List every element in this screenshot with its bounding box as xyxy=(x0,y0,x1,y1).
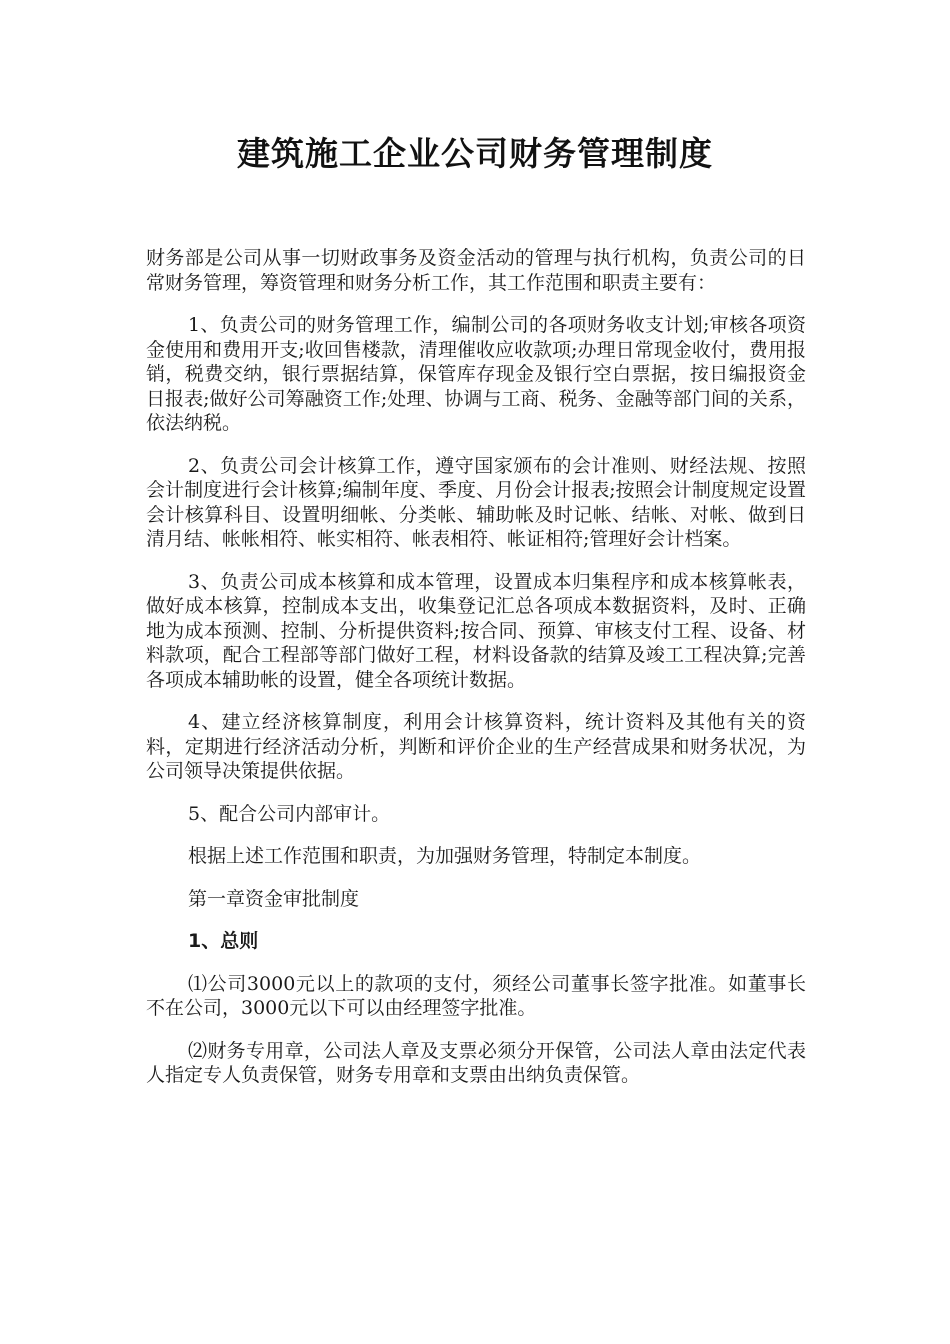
duty-item-3: 3、负责公司成本核算和成本管理，设置成本归集程序和成本核算帐表，做好成本核算，控制成本支出，收集登记汇总各项成本数据资料，及时、正确地为成本预测、控制、分析提供资料;按合同、预算、审核支付工程、设备、材料款项，配合工程部等部门做好工程，材料设备款的结算及竣工工程决算;完善各项成本辅助帐的设置，健全各项统计数据。 xyxy=(146,570,806,691)
duty-item-1: 1、负责公司的财务管理工作，编制公司的各项财务收支计划;审核各项资金使用和费用开支;收回售楼款，清理催收应收款项;办理日常现金收付，费用报销，税费交纳，银行票据结算，保管库存现金及银行空白票据，按日编报资金日报表;做好公司筹融资工作;处理、协调与工商、税务、金融等部门间的关系，依法纳税。 xyxy=(146,314,806,434)
basis-paragraph: 根据上述工作范围和职责，为加强财务管理，特制定本制度。 xyxy=(188,845,702,867)
document-body xyxy=(146,246,806,1106)
intro-paragraph: 财务部是公司从事一切财政事务及资金活动的管理与执行机构，负责公司的日常财务管理，筹资管理和财务分析工作，其工作范围和职责主要有： xyxy=(146,247,806,294)
section-heading: 1、总则 xyxy=(188,930,259,952)
rule-1: ⑴公司3000元以上的款项的支付，须经公司董事长签字批准。如董事长不在公司，3000元以下可以由经理签字批准。 xyxy=(146,972,806,1019)
duty-item-4: 4、建立经济核算制度，利用会计核算资料，统计资料及其他有关的资料，定期进行经济活动分析，判断和评价企业的生产经营成果和财务状况，为公司领导决策提供依据。 xyxy=(146,711,806,782)
rule-2: ⑵财务专用章，公司法人章及支票必须分开保管，公司法人章由法定代表人指定专人负责保管，财务专用章和支票由出纳负责保管。 xyxy=(146,1039,806,1086)
chapter-heading: 第一章资金审批制度 xyxy=(188,887,360,910)
duty-item-5: 5、配合公司内部审计。 xyxy=(188,802,391,825)
document-title: 建筑施工企业公司财务管理制度 xyxy=(237,134,713,173)
duty-item-2: 2、负责公司会计核算工作，遵守国家颁布的会计准则、财经法规、按照会计制度进行会计核算;编制年度、季度、月份会计报表;按照会计制度规定设置会计核算科目、设置明细帐、分类帐、辅助帐及时记帐、结帐、对帐、做到日清月结、帐帐相符、帐实相符、帐表相符、帐证相符;管理好会计档案。 xyxy=(146,454,806,550)
